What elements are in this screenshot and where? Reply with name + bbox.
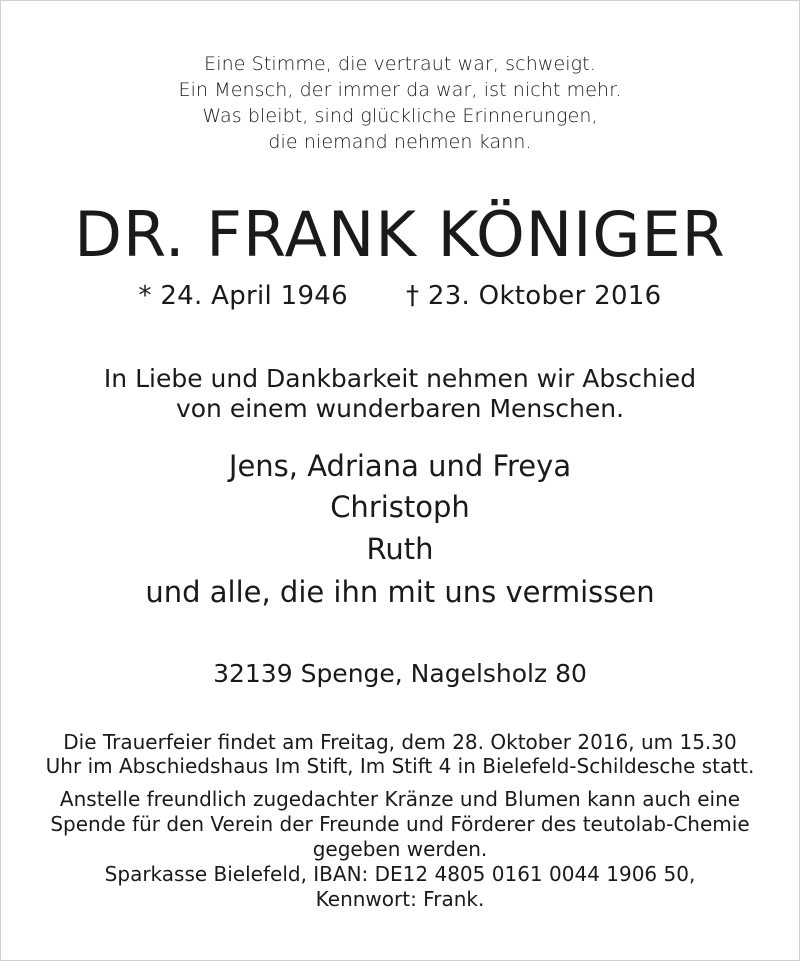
family-address: 32139 Spenge, Nagelsholz 80: [213, 659, 587, 688]
mourner-line: Ruth: [366, 532, 434, 566]
info-line: Spende für den Verein der Freunde und Förderer des teutolab-Chemie: [50, 812, 750, 836]
farewell-line: von einem wunderbaren Menschen.: [175, 394, 625, 423]
mourner-line: Jens, Adriana und Freya: [228, 449, 572, 483]
poem-line: Was bleibt, sind glückliche Erinnerungen,: [202, 105, 598, 127]
farewell-line: In Liebe und Dankbarkeit nehmen wir Abschied: [103, 364, 697, 393]
poem-line: Eine Stimme, die vertraut war, schweigt.: [204, 53, 596, 75]
deceased-name: DR. FRANK KÖNIGER: [74, 198, 726, 271]
mourner-line: und alle, die ihn mit uns vermissen: [145, 575, 655, 609]
death-date: † 23. Oktober 2016: [406, 281, 662, 311]
info-line: Sparkasse Bielefeld, IBAN: DE12 4805 0161 0044 1906 50,: [104, 862, 696, 886]
info-line: Kennwort: Frank.: [315, 887, 485, 911]
info-line: Uhr im Abschiedshaus Im Stift, Im Stift 4 in Bielefeld-Schildesche statt.: [45, 754, 755, 778]
mourner-line: Christoph: [330, 490, 470, 524]
life-dates: [0, 283, 800, 309]
poem-line: die niemand nehmen kann.: [268, 131, 532, 153]
info-line: Anstelle freundlich zugedachter Kränze und Blumen kann auch eine: [59, 787, 741, 811]
info-line: gegeben werden.: [312, 837, 488, 861]
info-line: Die Trauerfeier findet am Freitag, dem 28. Oktober 2016, um 15.30: [63, 730, 737, 754]
birth-date: * 24. April 1946: [138, 281, 348, 311]
poem-line: Ein Mensch, der immer da war, ist nicht mehr.: [178, 79, 622, 101]
